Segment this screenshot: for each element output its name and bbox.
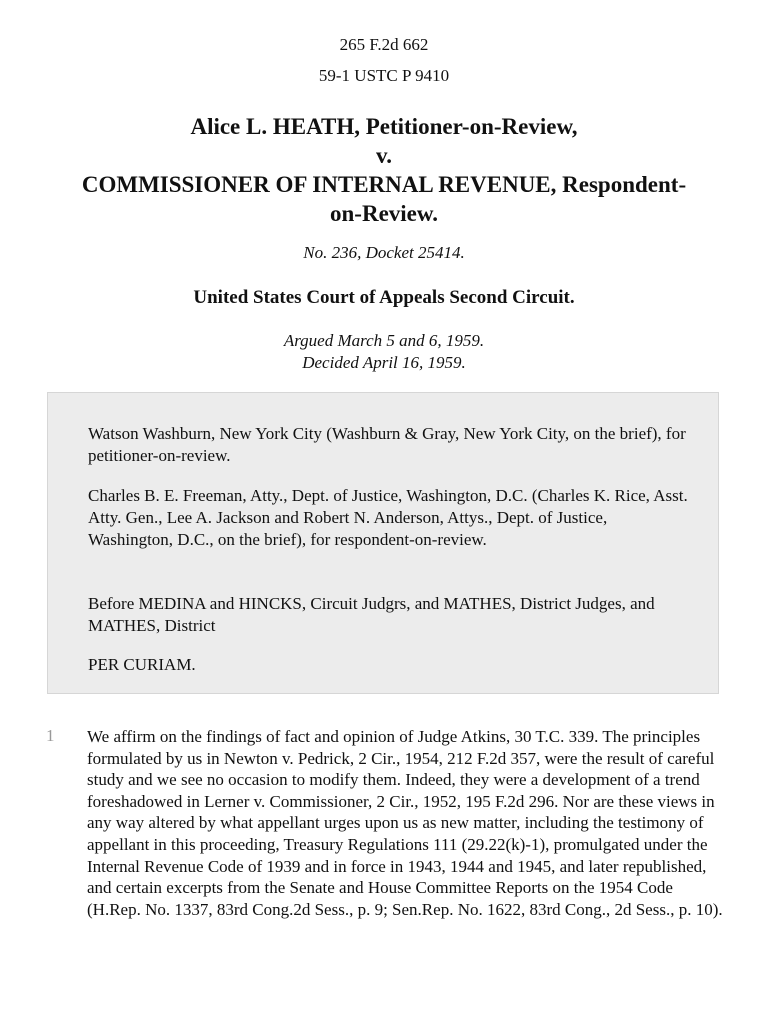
opinion-author: PER CURIAM. [88, 655, 196, 674]
case-header-box [47, 392, 719, 694]
petitioner-name: Alice L. HEATH, Petitioner-on-Review, [190, 114, 578, 139]
ustc-citation: 59-1 USTC P 9410 [318, 66, 450, 85]
decided-date: Decided April 16, 1959. [302, 353, 466, 372]
respondent-name-line2: on-Review. [330, 201, 438, 226]
counsel-petitioner: Watson Washburn, New York City (Washburn & Gray, New York City, on the brief), for petitioner-on-review. [88, 424, 686, 465]
court-name: United States Court of Appeals Second Circuit. [193, 287, 575, 308]
argued-date: Argued March 5 and 6, 1959. [283, 331, 485, 350]
case-caption [40, 112, 728, 228]
counsel-respondent: Charles B. E. Freeman, Atty., Dept. of Justice, Washington, D.C. (Charles K. Rice, Asst. Atty. Gen., Lee A. Jackson and Robert N. Anderson, Attys., Dept. of Justice, Washington, D.C., on the brief), for respondent-on-review. [88, 486, 688, 549]
paragraph-number: 1 [46, 726, 55, 745]
case-dates [0, 330, 768, 374]
docket-number: No. 236, Docket 25414. [303, 243, 465, 262]
opinion-paragraph: We affirm on the findings of fact and opinion of Judge Atkins, 30 T.C. 339. The principles formulated by us in Newton v. Pedrick, 2 Cir., 1954, 212 F.2d 357, were the result of careful study and we see no occasion to modify them. Indeed, they were a development of a trend foreshadowed in Lerner v. Commissioner, 2 Cir., 1952, 195 F.2d 296. Nor are these views in any way altered by what appellant urges upon us as new matter, including the testimony of appellant in this proceeding, Treasury Regulations 111 (29.22(k)-1), promulgated under the Internal Revenue Code of 1939 and in force in 1943, 1944 and 1945, and later republished, and certain excerpts from the Senate and House Committee Reports on the 1954 Code (H.Rep. No. 1337, 83rd Cong.2d Sess., p. 9; Sen.Rep. No. 1622, 83rd Cong., 2d Sess., p. 10). [87, 727, 723, 919]
reporter-citation: 265 F.2d 662 [339, 35, 429, 54]
versus-label: v. [376, 143, 392, 168]
respondent-name-line1: COMMISSIONER OF INTERNAL REVENUE, Respondent- [81, 172, 687, 197]
judges-panel: Before MEDINA and HINCKS, Circuit Judgrs, and MATHES, District Judges, and MATHES, District [88, 594, 655, 635]
